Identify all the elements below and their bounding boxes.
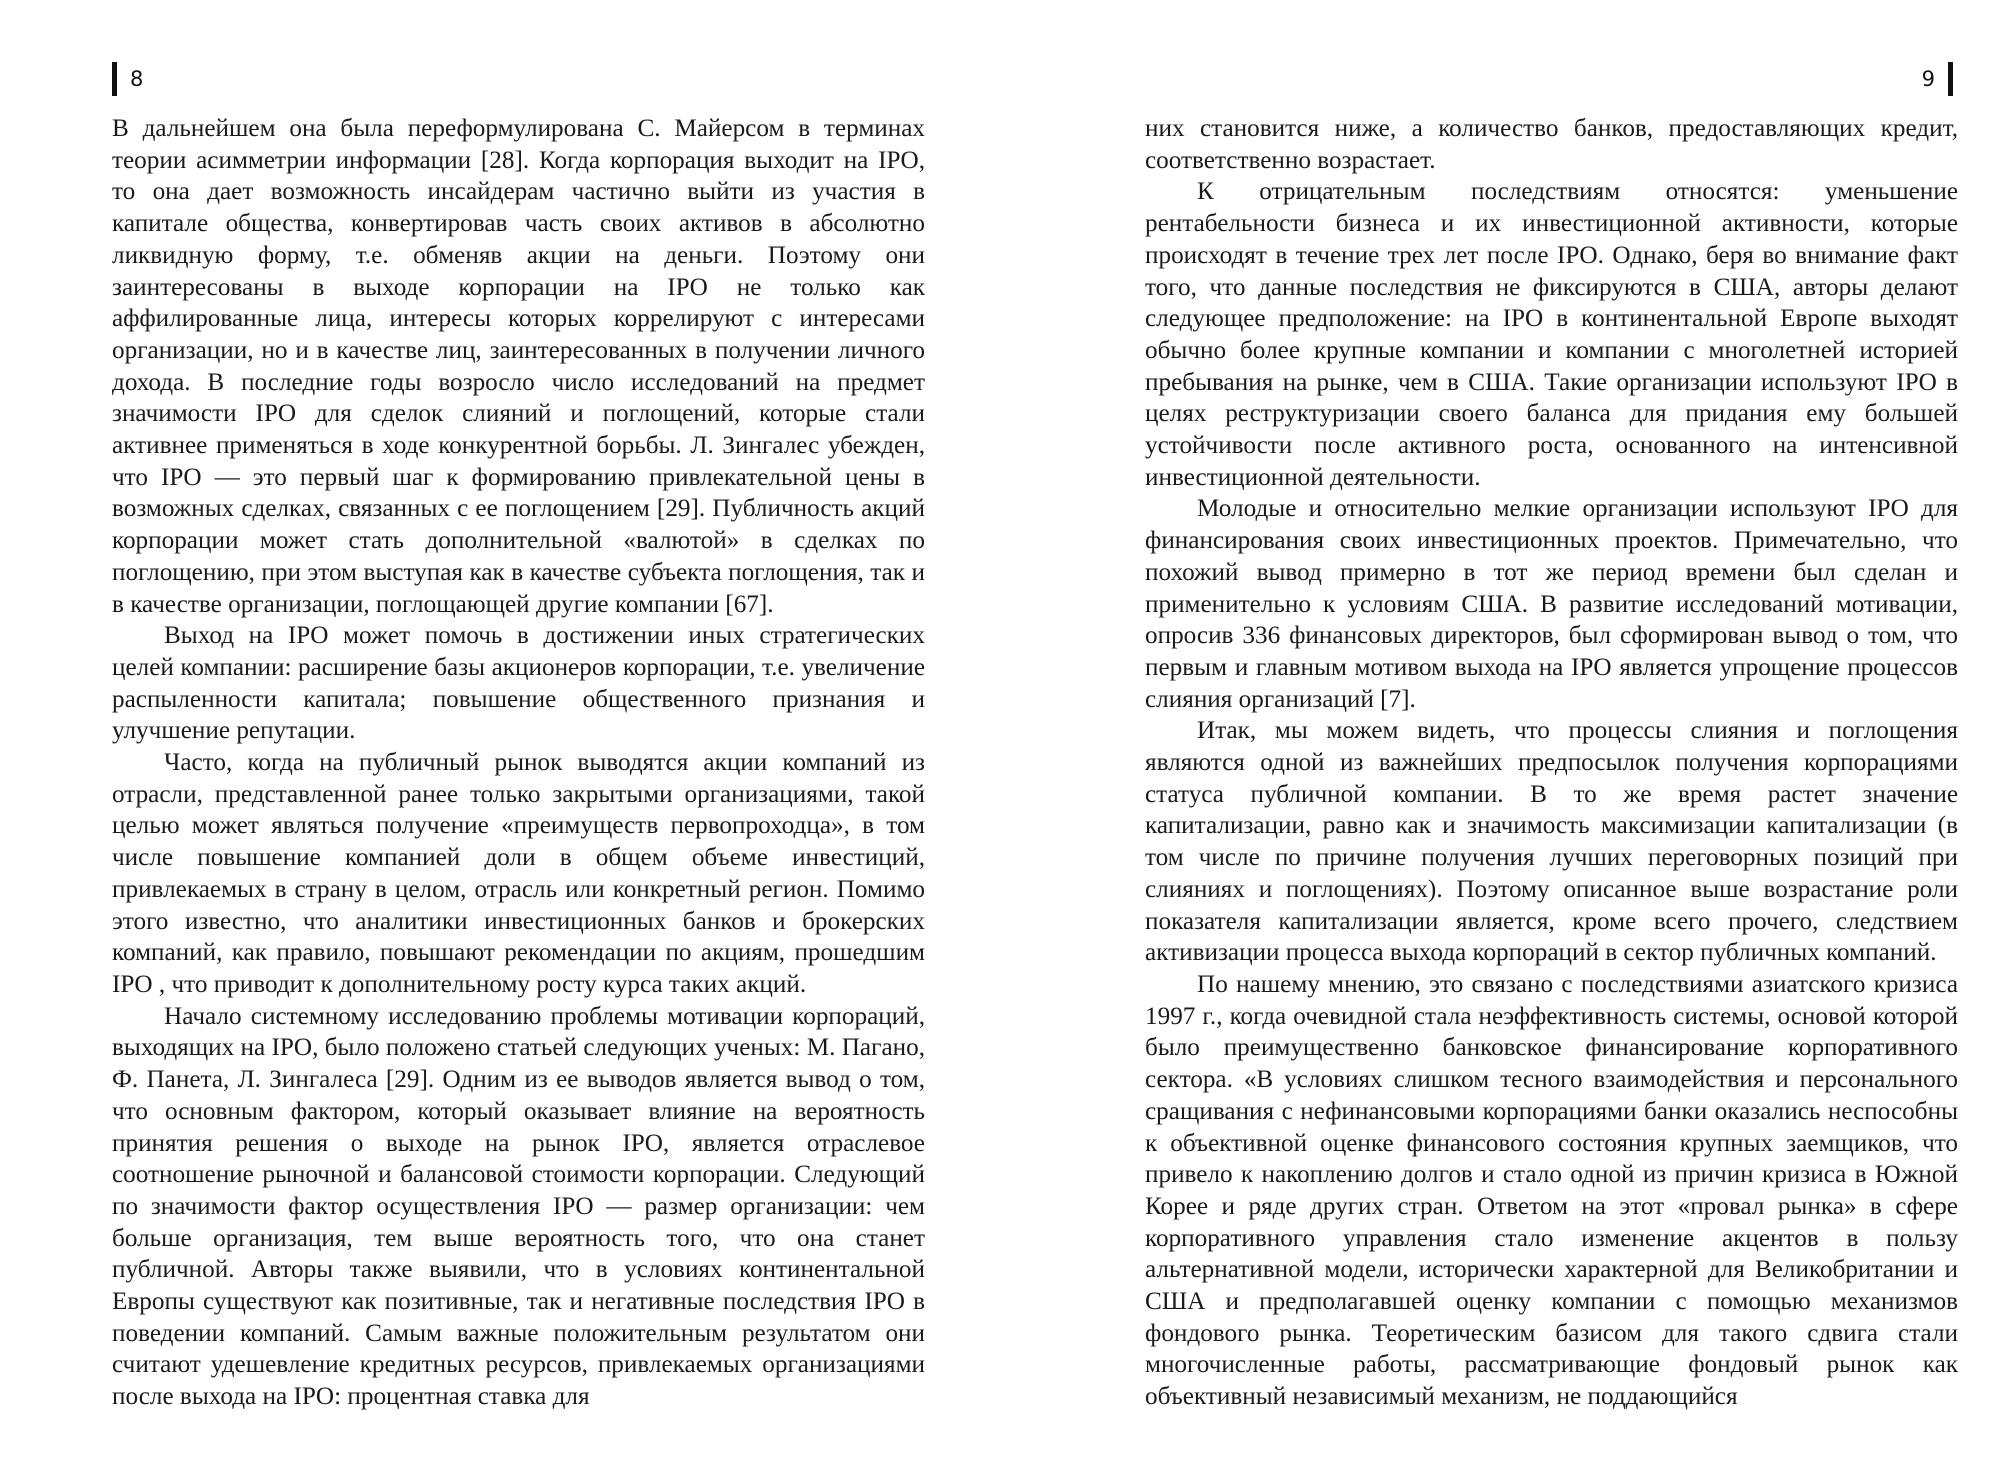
header-bar-left xyxy=(112,62,117,96)
header-bar-right xyxy=(1948,62,1953,96)
paragraph: В дальнейшем она была переформулирована С. Майерсом в терминах теории асимметрии информации [28]. Когда корпорация выходит на IPO, то она дает возможность инсайдерам частично выйти из участия в капитале общества, конвертировав часть своих активов в абсолютно ликвидную форму, т.е. обменяв акции на деньги. Поэтому они заинтересованы в выходе корпорации на IPO не только как аффилированные лица, интересы которых коррелируют с интересами организации, но и в качестве лиц, заинтересованных в получении личного дохода. В последние годы возросло число исследований на предмет значимости IPO для сделок слияний и поглощений, которые стали активнее применяться в ходе конкурентной борьбы. Л. Зингалес убежден, что IPO — это первый шаг к формированию привлекательной цены в возможных сделках, связанных с ее поглощением [29]. Публичность акций корпорации может стать дополнительной «валютой» в сделках по поглощению, при этом выступая как в качестве субъекта поглощения, так и в качестве организации, поглощающей другие компании [67]. xyxy=(112,115,925,618)
paragraph: Часто, когда на публичный рынок выводятся акции компаний из отрасли, представленной ранее только закрытыми организациями, такой целью может являться получение «преимуществ первопроходца», в том числе повышение компанией доли в общем объеме инвестиций, привлекаемых в страну в целом, отрасль или конкретный регион. Помимо этого известно, что аналитики инвестиционных банков и брокерских компаний, как правило, повышают рекомендации по акциям, прошедшим IPO , что приводит к дополнительному росту курса таких акций. xyxy=(112,749,925,998)
paragraph: К отрицательным последствиям относятся: уменьшение рентабельности бизнеса и их инвестиционной активности, которые происходят в течение трех лет после IPO. Однако, беря во внимание факт того, что данные последствия не фиксируются в США, авторы делают следующее предположение: на IPO в континентальной Европе выходят обычно более крупные компании и компании с многолетней историей пребывания на рынке, чем в США. Такие организации используют IPO в целях реструктуризации своего баланса для придания ему большей устойчивости после активного роста, основанного на интенсивной инвестиционной деятельности. xyxy=(1145,178,1958,491)
right-page-text xyxy=(1145,113,1958,1413)
paragraph: Выход на IPO может помочь в достижении иных стратегических целей компании: расширение базы акционеров корпорации, т.е. увеличение распыленности капитала; повышение общественного признания и улучшение репутации. xyxy=(112,622,925,745)
left-page-text xyxy=(112,113,925,1413)
paragraph: Молодые и относительно мелкие организации используют IPO для финансирования своих инвестиционных проектов. Примечательно, что похожий вывод примерно в тот же период времени был сделан и применительно к условиям США. В развитие исследований мотивации, опросив 336 финансовых директоров, был сформирован вывод о том, что первым и главным мотивом выхода на IPO является упрощение процессов слияния организаций [7]. xyxy=(1145,495,1958,713)
page-number-right: 9 xyxy=(1921,67,1935,91)
paragraph: По нашему мнению, это связано с последствиями азиатского кризиса 1997 г., когда очевидной стала неэффективность системы, основой которой было преимущественно банковское финансирование корпоративного сектора. «В условиях слишком тесного взаимодействия и персонального сращивания с нефинансовыми корпорациями банки оказались неспособны к объективной оценке финансового состояния крупных заемщиков, что привело к накоплению долгов и стало одной из причин кризиса в Южной Корее и ряде других стран. Ответом на этот «провал рынка» в сфере корпоративного управления стало изменение акцентов в пользу альтернативной модели, исторически характерной для Великобритании и США и предполагавшей оценку компании с помощью механизмов фондового рынка. Теоретическим базисом для такого сдвига стали многочисленные работы, рассматривающие фондовый рынок как объективный независимый механизм, не поддающийся xyxy=(1145,970,1958,1411)
paragraph: Начало системному исследованию проблемы мотивации корпораций, выходящих на IPO, было положено статьей следующих ученых: М. Пагано, Ф. Панета, Л. Зингалеса [29]. Одним из ее выводов является вывод о том, что основным фактором, который оказывает влияние на вероятность принятия решения о выходе на рынок IPO, является отраслевое соотношение рыночной и балансовой стоимости корпорации. Следующий по значимости фактор осуществления IPO — размер организации: чем больше организация, тем выше вероятность того, что она станет публичной. Авторы также выявили, что в условиях континентальной Европы существуют как позитивные, так и негативные последствия IPO в поведении компаний. Самым важные положительным результатом они считают удешевление кредитных ресурсов, привлекаемых организациями после выхода на IPO: процентная ставка для xyxy=(112,1002,925,1411)
paragraph: них становится ниже, а количество банков, предоставляющих кредит, соответственно возрастает. xyxy=(1145,115,1958,174)
right-page xyxy=(1000,0,2000,1459)
left-page-header xyxy=(112,62,143,96)
page-number-left: 8 xyxy=(130,67,144,91)
right-page-header xyxy=(1922,62,1953,96)
paragraph: Итак, мы можем видеть, что процессы слияния и поглощения являются одной из важнейших предпосылок получения корпорациями статуса публичной компании. В то же время растет значение капитализации, равно как и значимость максимизации капитализации (в том числе по причине получения лучших переговорных позиций при слияниях и поглощениях). Поэтому описанное выше возрастание роли показателя капитализации является, кроме всего прочего, следствием активизации процесса выхода корпораций в сектор публичных компаний. xyxy=(1145,717,1958,967)
